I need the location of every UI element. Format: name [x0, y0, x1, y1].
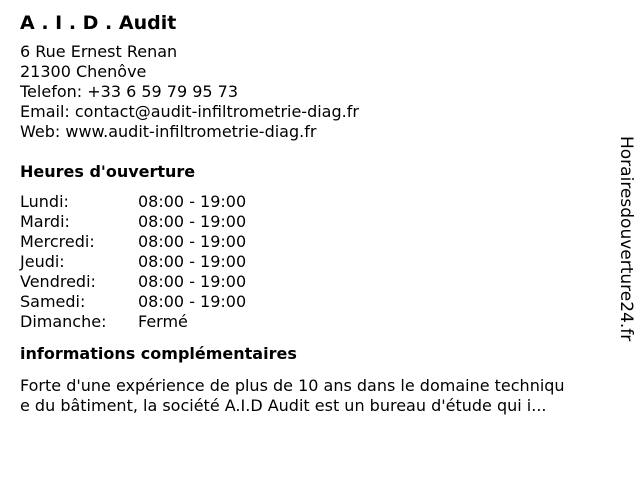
- additional-info-title: informations complémentaires: [20, 344, 297, 363]
- time-range: 08:00 - 19:00: [138, 292, 247, 311]
- day-label: Mardi:: [20, 212, 70, 231]
- time-range: 08:00 - 19:00: [138, 272, 247, 291]
- brand-text: Horairesdouverture24.fr: [616, 136, 636, 342]
- business-card: [20, 10, 610, 416]
- day-label: Lundi:: [20, 192, 69, 211]
- time-range: 08:00 - 19:00: [138, 192, 247, 211]
- hours-row-mercredi: [20, 232, 610, 252]
- address-city: 21300 Chenôve: [20, 62, 147, 81]
- hours-row-mardi: [20, 212, 610, 232]
- time-range: Fermé: [138, 312, 188, 331]
- time-range: 08:00 - 19:00: [138, 232, 247, 251]
- day-label: Mercredi:: [20, 232, 95, 251]
- opening-hours-title: Heures d'ouverture: [20, 162, 196, 181]
- day-label: Jeudi:: [20, 252, 65, 271]
- description-text: [20, 376, 610, 416]
- brand-watermark: [614, 136, 638, 372]
- hours-row-dimanche: [20, 312, 610, 332]
- time-range: 08:00 - 19:00: [138, 252, 247, 271]
- description-line-2: e du bâtiment, la société A.I.D Audit est un bureau d'étude qui i...: [20, 396, 547, 415]
- day-label: Vendredi:: [20, 272, 96, 291]
- address-street: 6 Rue Ernest Renan: [20, 42, 178, 61]
- hours-row-lundi: [20, 192, 610, 212]
- business-name: A . I . D . Audit: [20, 12, 177, 34]
- description-line-1: Forte d'une expérience de plus de 10 ans dans le domaine techniqu: [20, 376, 565, 395]
- contact-block: [20, 42, 610, 142]
- hours-row-samedi: [20, 292, 610, 312]
- day-label: Dimanche:: [20, 312, 107, 331]
- email-line: Email: contact@audit-infiltrometrie-diag.fr: [20, 102, 359, 121]
- hours-row-jeudi: [20, 252, 610, 272]
- day-label: Samedi:: [20, 292, 86, 311]
- website-line: Web: www.audit-infiltrometrie-diag.fr: [20, 122, 317, 141]
- opening-hours-table: [20, 192, 610, 332]
- time-range: 08:00 - 19:00: [138, 212, 247, 231]
- phone-line: Telefon: +33 6 59 79 95 73: [20, 82, 239, 101]
- hours-row-vendredi: [20, 272, 610, 292]
